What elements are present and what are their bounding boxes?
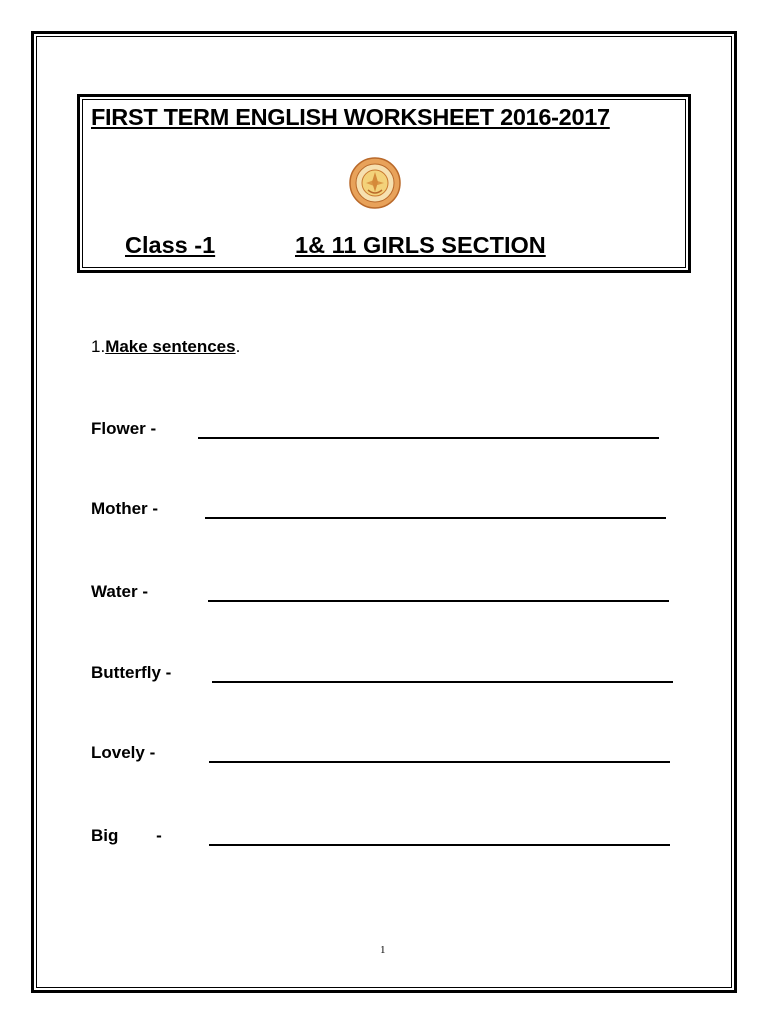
row-word: Water -: [91, 582, 148, 601]
question-label: Make sentences: [105, 337, 236, 356]
answer-line[interactable]: [209, 761, 670, 763]
sentence-row: [91, 419, 691, 449]
row-word: Big -: [91, 826, 162, 845]
row-word: Butterfly -: [91, 663, 172, 682]
sentence-row: [91, 743, 691, 773]
sentence-row: [91, 582, 691, 612]
school-emblem-icon: [348, 156, 402, 210]
section-label: 1& 11 GIRLS SECTION: [295, 232, 546, 258]
row-word: Lovely -: [91, 743, 156, 762]
sentence-row: [91, 663, 691, 693]
question-suffix: .: [235, 337, 241, 356]
page-number: 1: [380, 944, 386, 956]
worksheet-title: FIRST TERM ENGLISH WORKSHEET 2016-2017: [91, 104, 610, 130]
sentence-row: [91, 499, 691, 529]
row-word: Mother -: [91, 499, 159, 518]
class-label: Class -1: [125, 232, 216, 258]
sentence-row: [91, 826, 691, 856]
answer-line[interactable]: [208, 600, 669, 602]
row-word: Flower -: [91, 419, 157, 438]
question-heading: [91, 337, 240, 357]
answer-line[interactable]: [198, 437, 659, 439]
answer-line[interactable]: [205, 517, 666, 519]
answer-line[interactable]: [212, 681, 673, 683]
answer-line[interactable]: [209, 844, 670, 846]
question-number: 1.: [91, 337, 106, 356]
